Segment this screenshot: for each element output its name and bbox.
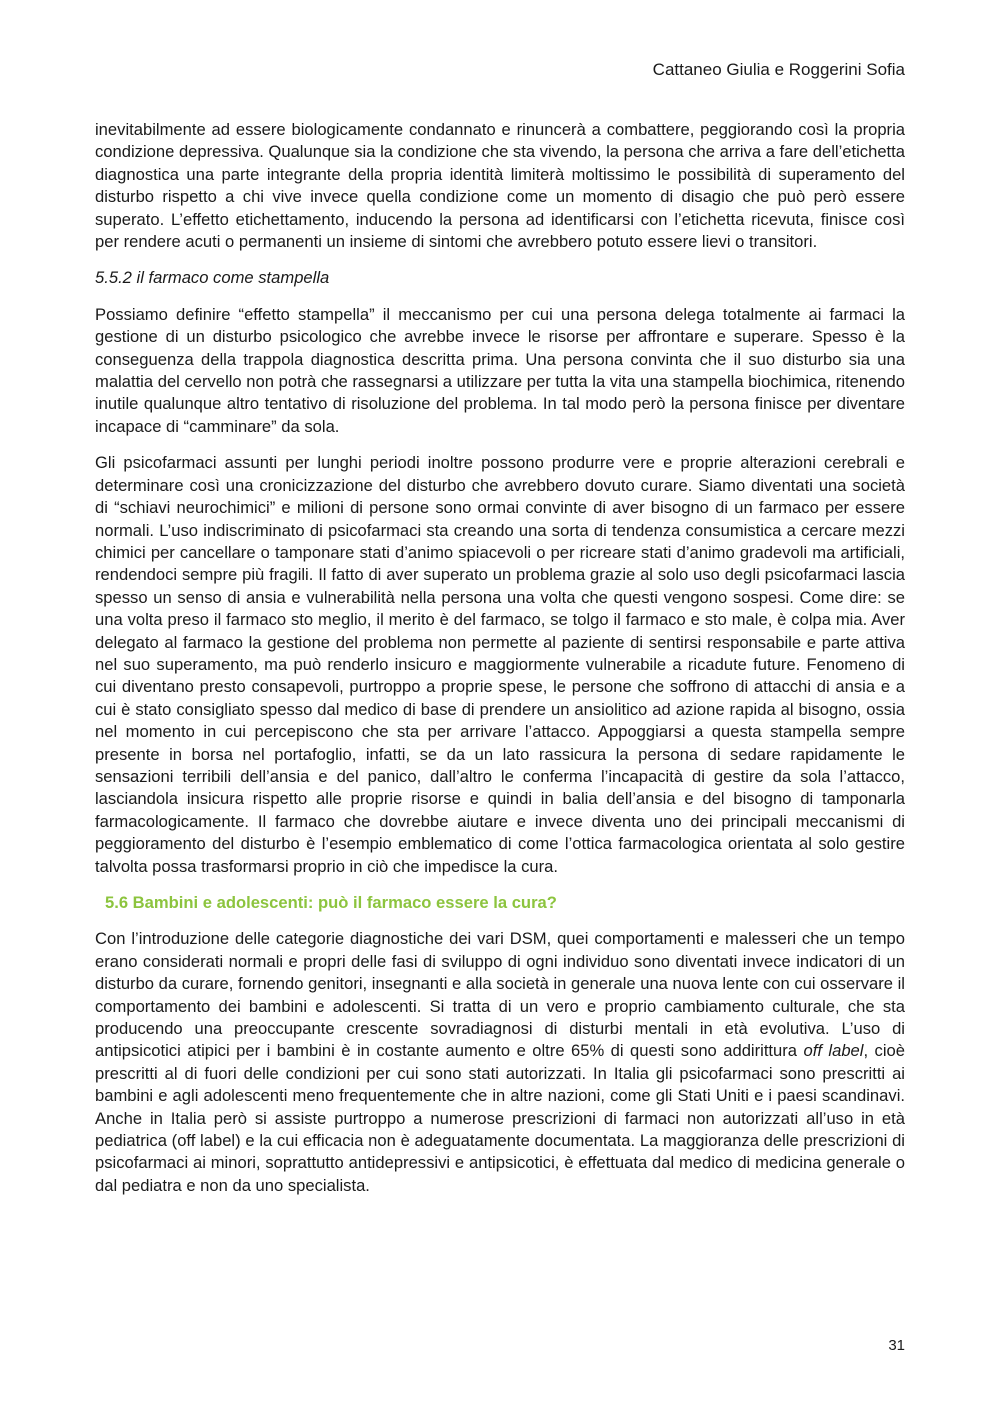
paragraph-1: inevitabilmente ad essere biologicamente condannato e rinuncerà a combattere, peggiorando così la propria condizione depressiva. Qualunque sia la condizione che sta vivendo, la persona che arriva a fare dell’etichetta diagnostica una parte integrante della propria identità limiterà moltissimo le possibilità di superamento del disturbo rispetto a chi vive invece quella condizione come un momento di disagio che può però essere superato. L’effetto etichettamento, inducendo la persona ad identificarsi con l’etichetta ricevuta, finisce così per rendere acuti o permanenti un insieme di sintomi che avrebbero potuto essere lievi o transitori.: [95, 120, 905, 252]
paragraph-3: Gli psicofarmaci assunti per lunghi periodi inoltre possono produrre vere e proprie alterazioni cerebrali e determinare così una cronicizzazione del disturbo che avrebbero dovuto curare. Siamo diventati una società di “schiavi neurochimici” e milioni di persone sono ormai convinte di aver bisogno di un farmaco per essere normali. L’uso indiscriminato di psicofarmaci sta creando una sorta di tendenza consumistica a cercare mezzi chimici per cancellare o tamponare stati d’animo spiacevoli o per ricreare stati d’animo gradevoli ma artificiali, rendendoci sempre più fragili. Il fatto di aver superato un problema grazie al solo uso degli psicofarmaci lascia spesso un senso di ansia e vulnerabilità nella persona una volta che questi vengono sospesi. Come dire: se una volta preso il farmaco sto meglio, il merito è del farmaco, se tolgo il farmaco e sto male, è colpa mia. Aver delegato al farmaco la gestione del problema non permette al paziente di sentirsi responsabile e parte attiva nel suo superamento, ma può renderlo insicuro e maggiormente vulnerabile a ricadute future. Fenomeno di cui diventano presto consapevoli, purtroppo a proprie spese, le persone che soffrono di attacchi di ansia e a cui è stato consigliato spesso dal medico di base di prendere un ansiolitico ad azione rapida al bisogno, ossia nel momento in cui percepiscono che sta per arrivare l’attacco. Appoggiarsi a questa stampella sempre presente in borsa nel portafoglio, infatti, se da un lato rassicura la persona di sedare rapidamente le sensazioni terribili dell’ansia e del panico, dall’altro le conferma l’incapacità di gestire da sola l’attacco, lasciandola insicura rispetto alle proprie risorse e quindi in balia dell’ansia e del bisogno di tamponarla farmacologicamente. Il farmaco che dovrebbe aiutare e invece diventa uno dei principali meccanismi di peggioramento del disturbo è l’esempio emblematico di come l’ottica farmacologica orientata al solo gestire talvolta possa trasformarsi proprio in ciò che impedisce la cura.: [95, 453, 905, 876]
paragraph-4-part-2: , cioè prescritti al di fuori delle condizioni per cui sono stati autorizzati. In Italia gli psicofarmaci sono prescritti ai bambini e agli adolescenti meno frequentemente che in altre nazioni, come gli Stati Uniti e i paesi scandinavi. Anche in Italia però si assiste purtroppo a numerose prescrizioni di farmaci non autorizzati all’uso in età pediatrica (off label) e la cui efficacia non è adeguatamente documentata. La maggioranza delle prescrizioni di psicofarmaci ai minori, soprattutto antidepressivi e antipsicotici, è effettuata dal medico di medicina generale o dal pediatra e non da uno specialista.: [95, 1041, 905, 1195]
paragraph-4-part-1: Con l’introduzione delle categorie diagnostiche dei vari DSM, quei comportamenti e malesseri che un tempo erano considerati normali e propri delle fasi di sviluppo di ogni individuo sono diventati invece indicatori di un disturbo da curare, fornendo genitori, insegnanti e alla società in generale una nuova lente con cui osservare il comportamento dei bambini e adolescenti. Si tratta di un vero e proprio cambiamento culturale, che sta producendo una preoccupante crescente sovradiagnosi di disturbi mentali in età evolutiva. L’uso di antipsicotici atipici per i bambini è in costante aumento e oltre 65% di questi sono addirittura: [95, 929, 905, 1061]
page-number: 31: [888, 1337, 905, 1354]
off-label-term: off label: [803, 1041, 864, 1061]
subheading-5-5-2: 5.5.2 il farmaco come stampella: [95, 268, 330, 288]
paragraph-2: Possiamo definire “effetto stampella” il meccanismo per cui una persona delega totalmente ai farmaci la gestione di un disturbo psicologico che avrebbe invece le risorse per affrontare e superare. Spesso è la conseguenza della trappola diagnostica descritta prima. Una persona convinta che il suo disturbo sia una malattia del cervello non potrà che rassegnarsi a utilizzare per tutta la vita una stampella biochimica, ritenendo inutile qualunque altro tentativo di risoluzione del problema. In tal modo però la persona finisce per diventare incapace di “camminare” da sola.: [95, 304, 905, 436]
paragraph-4: [95, 928, 905, 1197]
running-header: Cattaneo Giulia e Roggerini Sofia: [652, 60, 905, 79]
section-title-5-6: 5.6 Bambini e adolescenti: può il farmaco essere la cura?: [105, 893, 557, 912]
page-body: [95, 119, 905, 1211]
